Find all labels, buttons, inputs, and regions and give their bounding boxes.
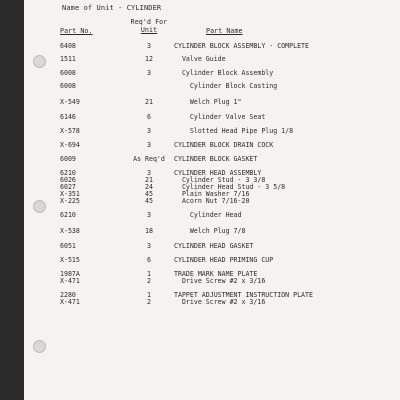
- part-name: Welch Plug 7/8: [174, 227, 246, 235]
- part-number: 6008: [60, 69, 76, 77]
- part-name: Drive Screw #2 x 3/16: [174, 277, 266, 285]
- part-name: CYLINDER BLOCK ASSEMBLY - COMPLETE: [174, 42, 309, 50]
- document-title: Name of Unit - CYLINDER: [62, 4, 162, 12]
- header-part-no: Part No.: [60, 27, 93, 35]
- quantity: 3: [147, 211, 151, 219]
- part-number: X-515: [60, 256, 80, 264]
- part-name: Acorn Nut 7/16-20: [174, 197, 250, 205]
- table-row: [24, 55, 400, 64]
- part-name: Plain Washer 7/16: [174, 190, 250, 198]
- table-row: [24, 277, 400, 286]
- part-number: 2280: [60, 291, 76, 299]
- part-number: X-351: [60, 190, 80, 198]
- part-name: CYLINDER HEAD GASKET: [174, 242, 254, 250]
- part-number: 6146: [60, 113, 76, 121]
- quantity: 3: [147, 127, 151, 135]
- part-number: 6009: [60, 155, 76, 163]
- quantity: As Req'd: [133, 155, 165, 163]
- header-reqd-line1: Req'd For: [130, 18, 168, 26]
- quantity: 6: [147, 113, 151, 121]
- part-number: X-471: [60, 277, 80, 285]
- part-number: 6051: [60, 242, 76, 250]
- part-name: CYLINDER BLOCK DRAIN COCK: [174, 141, 274, 149]
- part-number: X-694: [60, 141, 80, 149]
- part-name: TRADE MARK NAME PLATE: [174, 270, 258, 278]
- part-name: Cylinder Head Stud - 3 5/8: [174, 183, 286, 191]
- part-name: CYLINDER HEAD ASSEMBLY: [174, 169, 262, 177]
- part-number: 6210: [60, 169, 76, 177]
- quantity: 6: [147, 256, 151, 264]
- part-name: Cylinder Block Casting: [174, 82, 278, 90]
- quantity: 45: [145, 190, 153, 198]
- quantity: 3: [147, 42, 151, 50]
- part-number: X-578: [60, 127, 80, 135]
- part-name: Valve Guide: [174, 55, 226, 63]
- part-name: Welch Plug 1": [174, 98, 242, 106]
- quantity: 1: [147, 270, 151, 278]
- table-row: [24, 113, 400, 122]
- quantity: 2: [147, 298, 151, 306]
- header-reqd-line2: Unit: [140, 26, 158, 34]
- table-row: [24, 256, 400, 265]
- part-number: X-225: [60, 197, 80, 205]
- table-row: [24, 82, 400, 91]
- part-name: Drive Screw #2 x 3/16: [174, 298, 266, 306]
- quantity: 1: [147, 291, 151, 299]
- part-name: Cylinder Valve Seat: [174, 113, 266, 121]
- part-number: 6008: [60, 82, 76, 90]
- part-number: 6408: [60, 42, 76, 50]
- document-page: [24, 0, 400, 400]
- table-row: [24, 197, 400, 206]
- quantity: 2: [147, 277, 151, 285]
- part-number: X-471: [60, 298, 80, 306]
- quantity: 12: [145, 55, 153, 63]
- part-name: TAPPET ADJUSTMENT INSTRUCTION PLATE: [174, 291, 313, 299]
- quantity: 21: [145, 176, 153, 184]
- table-row: [24, 242, 400, 251]
- part-number: 6210: [60, 211, 76, 219]
- quantity: 3: [147, 169, 151, 177]
- quantity: 24: [145, 183, 153, 191]
- part-name: CYLINDER BLOCK GASKET: [174, 155, 258, 163]
- table-row: [24, 127, 400, 136]
- part-name: Slotted Head Pipe Plug 1/8: [174, 127, 294, 135]
- part-number: 1511: [60, 55, 76, 63]
- quantity: 3: [147, 69, 151, 77]
- part-number: X-538: [60, 227, 80, 235]
- table-row: [24, 298, 400, 307]
- part-name: Cylinder Block Assembly: [174, 69, 274, 77]
- part-number: 1987A: [60, 270, 80, 278]
- table-row: [24, 211, 400, 220]
- table-row: [24, 69, 400, 78]
- binder-hole: [33, 340, 46, 353]
- part-number: 6027: [60, 183, 76, 191]
- quantity: 3: [147, 141, 151, 149]
- table-row: [24, 155, 400, 164]
- quantity: 21: [145, 98, 153, 106]
- quantity: 3: [147, 242, 151, 250]
- quantity: 45: [145, 197, 153, 205]
- table-row: [24, 141, 400, 150]
- table-row: [24, 98, 400, 107]
- quantity: 18: [145, 227, 153, 235]
- part-name: Cylinder Stud - 3 3/8: [174, 176, 266, 184]
- part-number: 6026: [60, 176, 76, 184]
- header-part-name: Part Name: [206, 27, 243, 35]
- table-row: [24, 42, 400, 51]
- table-row: [24, 227, 400, 236]
- part-number: X-549: [60, 98, 80, 106]
- part-name: Cylinder Head: [174, 211, 242, 219]
- part-name: CYLINDER HEAD PRIMING CUP: [174, 256, 274, 264]
